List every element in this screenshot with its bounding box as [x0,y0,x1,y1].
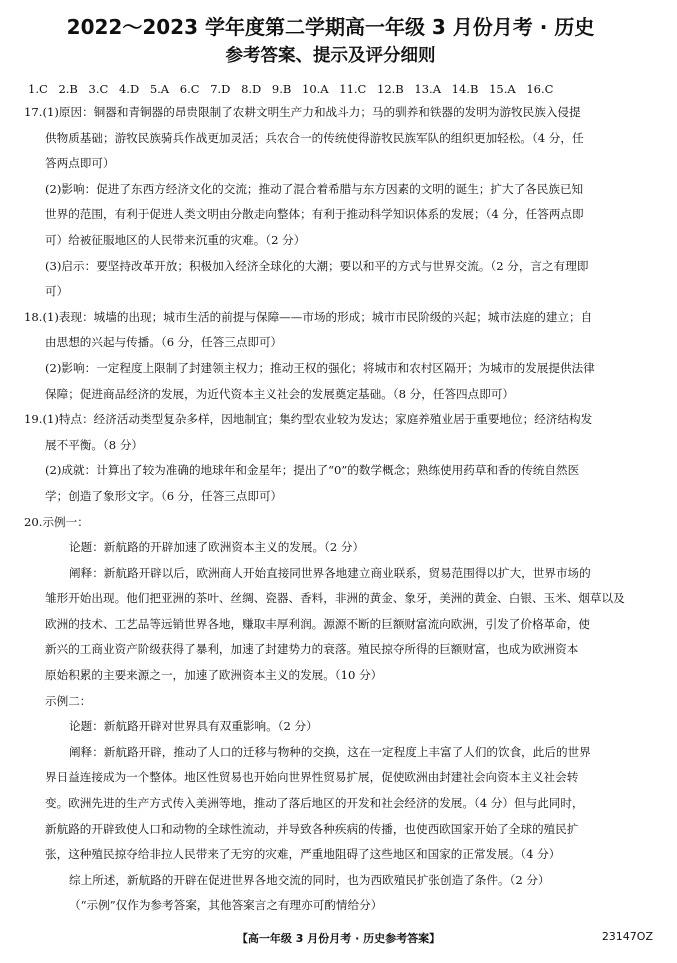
answer-line: 新航路的开辟致使人口和动物的全球性流动，并导致各种疾病的传播，也使西欧国家开始了全球的殖民扩 [45,821,579,836]
answer-line: (2)成就：计算出了较为准确的地球年和金星年；提出了“0”的数学概念；熟练使用药草和香的传统自然医 [45,463,580,478]
answer-line: 展不平衡。（8 分） [45,437,144,452]
answer-line: 界日益连接成为一个整体。地区性贸易也开始向世界性贸易扩展，促使欧洲由封建社会向资本主义社会转 [45,770,579,785]
mc-answer: 10.A [302,82,329,96]
mc-answer: 2.B [58,82,78,96]
mc-answer: 7.D [210,82,231,96]
question-number: 20. [24,514,43,529]
mc-answer: 3.C [88,82,109,96]
answer-line: (1)原因：铜器和青铜器的昂贵限制了农耕文明生产力和战斗力；马的驯养和铁器的发明为游牧民族入侵提 [42,105,581,119]
question-number: 18. [24,309,43,324]
answer-line: 由思想的兴起与传播。（6 分，任答三点即可） [45,335,283,350]
mc-answer: 5.A [149,82,170,96]
grading-note: （“示例”仅作为参考答案，其他答案言之有理亦可酌情给分） [69,898,383,913]
answer-line: 保障；促进商品经济的发展，为近代资本主义社会的发展奠定基础。（8 分，任答四点即可） [45,386,515,401]
answer-line: 世界的范围，有利于促进人类文明由分散走向整体；有利于推动科学知识体系的发展；（4 分，任答两点即 [45,207,584,222]
answer-line: (1)表现：城墙的出现；城市生活的前提与保障——市场的形成；城市市民阶级的兴起；城市法庭的建立；自 [42,309,593,324]
example-thesis: 论题：新航路开辟对世界具有双重影响。（2 分） [69,719,318,734]
mc-answer: 15.A [489,82,516,96]
question-number: 19. [24,412,43,427]
question-number: 17. [24,105,43,119]
example-label: 示例二： [45,693,92,708]
answer-line: 可） [45,284,69,299]
answer-line: 学；创造了象形文字。（6 分，任答三点即可） [45,488,283,503]
answer-line: (1)特点：经济活动类型复杂多样，因地制宜；集约型农业较为发达；家庭养殖业居于重要地位；经济结构发 [42,412,593,427]
page-footer [0,930,677,946]
mc-answer: 1.C [28,82,48,96]
footer-code: 23147OZ [601,930,653,943]
example-thesis: 论题：新航路的开辟加速了欧洲资本主义的发展。（2 分） [69,540,365,555]
question-17 [24,100,637,305]
answer-line: 新兴的工商业资产阶级获得了暴利，加速了封建势力的衰落。殖民掠夺所得的巨额财富，也成为欧洲资本 [45,642,579,657]
mc-answer: 9.B [271,82,292,96]
answer-line: 阐释：新航路开辟以后，欧洲商人开始直接同世界各地建立商业联系，贸易范围得以扩大，世界市场的 [69,565,591,580]
multiple-choice-answers [28,80,637,98]
answer-line: 欧洲的技术、工艺品等远销世界各地，赚取丰厚利润。源源不断的巨额财富流向欧洲，引发了价格革命，使 [45,616,590,631]
answer-line: 阐释：新航路开辟，推动了人口的迁移与物种的交换，这在一定程度上丰富了人们的饮食，此后的世界 [69,744,591,759]
answer-line: 张，这种殖民掠夺给非拉人民带来了无穷的灾难，严重地阻碍了这些地区和国家的正常发展。（4 分） [45,847,561,862]
mc-answer: 4.D [118,82,140,96]
question-19 [24,407,637,509]
mc-answer: 16.C [526,82,554,96]
answer-line: 供物质基础；游牧民族骑兵作战更加灵活；兵农合一的传统使得游牧民族军队的组织更加轻松。（4 分，任 [45,130,584,145]
mc-answer: 12.B [377,82,404,96]
answer-line: (3)启示：要坚持改革开放；积极加入经济全球化的大潮；要以和平的方式与世界交流。（2 分，言之有理即 [45,258,589,273]
answer-line: 可）给被征服地区的人民带来沉重的灾难。（2 分） [45,232,306,247]
mc-answer: 8.D [241,82,262,96]
answer-line: 雏形开始出现。他们把亚洲的茶叶、丝绸、瓷器、香料，非洲的黄金、象牙，美洲的黄金、白银、玉米、烟草以及 [45,591,625,606]
page-title: 2022～2023 学年度第二学期高一年级 3 月份月考 · 历史 [66,15,595,39]
question-20 [24,510,637,920]
mc-answer: 13.A [414,82,442,96]
example-label: 示例一： [42,514,89,529]
mc-answer: 11.C [339,82,367,96]
footer-title: 【高一年级 3 月份月考 · 历史参考答案】 [236,932,441,945]
answer-line: (2)影响：一定程度上限制了封建领主权力；推动王权的强化；将城市和农村区隔开；为城市的发展提供法律 [45,360,595,375]
summary-line: 综上所述，新航路的开辟在促进世界各地交流的同时，也为西欧殖民扩张创造了条件。（2 分） [69,872,550,887]
answer-line: 答两点即可） [45,156,115,171]
answer-line: 变。欧洲先进的生产方式传入美洲等地，推动了落后地区的开发和社会经济的发展。（4 分）但与此同时， [45,796,584,811]
question-18 [24,305,637,407]
page-subtitle: 参考答案、提示及评分细则 [225,46,436,66]
answer-line: (2)影响：促进了东西方经济文化的交流；推动了混合着希腊与东方因素的文明的诞生；扩大了各民族已知 [45,181,584,196]
mc-answer: 14.B [451,82,479,96]
mc-answer: 6.C [179,82,200,96]
answer-line: 原始积累的主要来源之一，加速了欧洲资本主义的发展。（10 分） [45,668,383,683]
